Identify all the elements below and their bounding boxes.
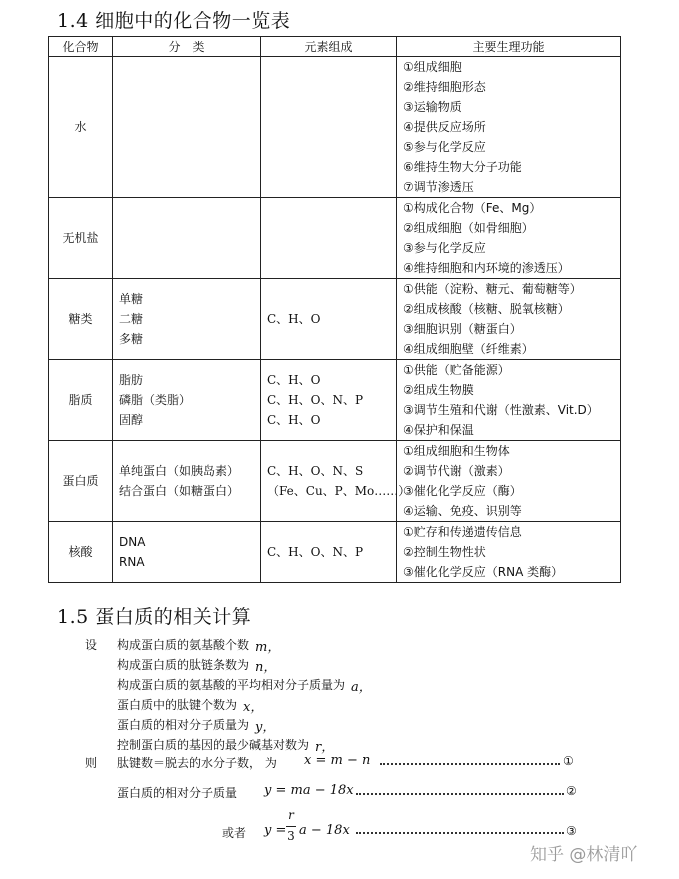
assumption-text: 构成蛋白质的肽链条数为 — [117, 658, 250, 672]
functions-cell — [397, 360, 621, 441]
section-title-protein-calc: 1.5 蛋白质的相关计算 — [57, 606, 252, 628]
class-line: 固醇 — [119, 413, 144, 427]
class-cell — [113, 198, 261, 279]
table-row — [49, 198, 621, 279]
elements-line: C、H、O、N、P — [267, 545, 364, 559]
table-row — [49, 360, 621, 441]
elements-cell — [261, 57, 397, 198]
class-line: 单纯蛋白（如胰岛素） — [119, 464, 240, 478]
functions-cell — [397, 198, 621, 279]
elements-line: C、H、O、N、S — [267, 464, 364, 478]
formula3-rest: a − 18x — [299, 823, 350, 838]
functions-line: ④提供反应场所 — [403, 120, 486, 134]
formula1-label: 肽键数＝脱去的水分子数， 为 — [117, 756, 277, 770]
table-body — [49, 57, 621, 583]
class-line: DNA — [119, 535, 146, 549]
assumption-variable: a， — [351, 680, 372, 695]
assumption-variable-wrap — [347, 676, 372, 695]
table-row — [49, 57, 621, 198]
table-row — [49, 522, 621, 583]
header-elements: 元素组成 — [261, 37, 397, 57]
class-line: 二糖 — [119, 312, 144, 326]
class-cell — [113, 57, 261, 198]
functions-line: ②组成细胞（如骨细胞） — [403, 221, 534, 235]
functions-line: ⑤参与化学反应 — [403, 140, 486, 154]
assumption-variable: x， — [243, 700, 264, 715]
functions-cell — [397, 441, 621, 522]
then-label: 则 — [85, 756, 98, 770]
compound-name-cell: 糖类 — [49, 279, 113, 360]
formula3-number: ③ — [566, 824, 577, 838]
elements-cell — [261, 279, 397, 360]
assumption-text: 蛋白质中的肽键个数为 — [117, 698, 238, 712]
functions-line: ⑦调节渗透压 — [403, 180, 474, 194]
table-row — [49, 441, 621, 522]
formula2-label: 蛋白质的相对分子质量 — [117, 786, 238, 800]
formula2-leader — [356, 793, 564, 795]
formula3-fraction-numerator: r — [288, 808, 294, 822]
functions-line: ③调节生殖和代谢（性激素、Vit.D） — [403, 403, 599, 417]
functions-cell — [397, 57, 621, 198]
class-line: 多糖 — [119, 332, 144, 346]
class-cell — [113, 522, 261, 583]
elements-line: C、H、O、N、P — [267, 393, 364, 407]
class-cell — [113, 360, 261, 441]
class-line: 脂肪 — [119, 373, 144, 387]
functions-line: ④保护和保温 — [403, 423, 474, 437]
formula3-fraction-denominator: 3 — [287, 829, 295, 843]
assumption-variable-wrap — [251, 716, 275, 735]
elements-line: C、H、O — [267, 413, 321, 427]
compound-name-cell: 水 — [49, 57, 113, 198]
assumption-variable: n， — [255, 660, 277, 675]
class-line: 结合蛋白（如糖蛋白） — [119, 484, 240, 498]
header-compound: 化合物 — [49, 37, 113, 57]
elements-cell — [261, 441, 411, 522]
elements-line: C、H、O — [267, 373, 321, 387]
functions-line: ④运输、免疫、识别等 — [403, 504, 522, 518]
table-header-row — [49, 37, 621, 57]
section-title-compounds: 1.4 细胞中的化合物一览表 — [57, 10, 291, 32]
table-row — [49, 279, 621, 360]
assumption-variable-wrap — [251, 656, 276, 675]
functions-line: ⑥维持生物大分子功能 — [403, 160, 522, 174]
functions-line: ②组成生物膜 — [403, 383, 474, 397]
assumption-variable: y， — [255, 720, 276, 735]
elements-cell — [261, 198, 397, 279]
elements-cell — [261, 360, 397, 441]
functions-line: ④维持细胞和内环境的渗透压） — [403, 261, 570, 275]
formula3-leader — [356, 832, 564, 834]
assumption-text: 蛋白质的相对分子质量为 — [117, 718, 250, 732]
functions-cell — [397, 279, 621, 360]
formula1-number: ① — [563, 754, 574, 768]
class-line: RNA — [119, 555, 145, 569]
compound-name-cell: 蛋白质 — [49, 441, 113, 522]
elements-cell — [261, 522, 397, 583]
header-functions: 主要生理功能 — [397, 37, 621, 57]
functions-line: ①供能（贮备能源） — [403, 363, 510, 377]
elements-line: （Fe、Cu、P、Mo……） — [267, 484, 411, 498]
formula2-number: ② — [566, 784, 577, 798]
assumption-text: 构成蛋白质的氨基酸的平均相对分子质量为 — [117, 678, 346, 692]
watermark: 知乎 @林清吖 — [530, 845, 638, 865]
functions-line: ②控制生物性状 — [403, 545, 486, 559]
class-cell — [113, 279, 261, 360]
functions-line: ③催化化学反应（酶） — [403, 484, 522, 498]
compound-name-cell: 脂质 — [49, 360, 113, 441]
elements-line: C、H、O — [267, 312, 321, 326]
formula1-leader — [380, 763, 560, 765]
functions-line: ③细胞识别（糖蛋白） — [403, 322, 522, 336]
assumption-text: 构成蛋白质的氨基酸个数 — [117, 638, 250, 652]
functions-line: ③运输物质 — [403, 100, 462, 114]
functions-cell — [397, 522, 621, 583]
class-line: 单糖 — [119, 292, 144, 306]
functions-line: ②维持细胞形态 — [403, 80, 486, 94]
functions-line: ①贮存和传递遗传信息 — [403, 525, 522, 539]
functions-line: ③催化化学反应（RNA 类酶） — [403, 565, 564, 579]
class-cell — [113, 441, 261, 522]
formula3-lhs: y = — [264, 823, 287, 838]
let-label: 设 — [85, 638, 98, 652]
functions-line: ②调节代谢（激素） — [403, 464, 510, 478]
functions-line: ②组成核酸（核糖、脱氧核糖） — [403, 302, 570, 316]
functions-line: ①构成化合物（Fe、Mg） — [403, 201, 542, 215]
compounds-table — [48, 36, 621, 583]
compound-name-cell: 无机盐 — [49, 198, 113, 279]
assumption-variable: r， — [315, 740, 335, 755]
assumption-variable-wrap — [239, 696, 263, 715]
formula1-expression: x = m − n — [304, 753, 371, 768]
assumption-variable-wrap — [251, 636, 280, 655]
header-class: 分 类 — [113, 37, 261, 57]
assumption-text: 控制蛋白质的基因的最少碱基对数为 — [117, 738, 310, 752]
formula2-expression: y = ma − 18x — [264, 783, 354, 798]
formula3-fraction-bar — [286, 826, 296, 827]
functions-line: ③参与化学反应 — [403, 241, 486, 255]
assumption-variable: m， — [255, 640, 281, 655]
class-line: 磷脂（类脂） — [119, 393, 192, 407]
functions-line: ①供能（淀粉、糖元、葡萄糖等） — [403, 282, 582, 296]
functions-line: ①组成细胞和生物体 — [403, 444, 510, 458]
functions-line: ①组成细胞 — [403, 60, 462, 74]
functions-line: ④组成细胞壁（纤维素） — [403, 342, 534, 356]
formula3-label: 或者 — [222, 826, 247, 840]
compound-name-cell: 核酸 — [49, 522, 113, 583]
